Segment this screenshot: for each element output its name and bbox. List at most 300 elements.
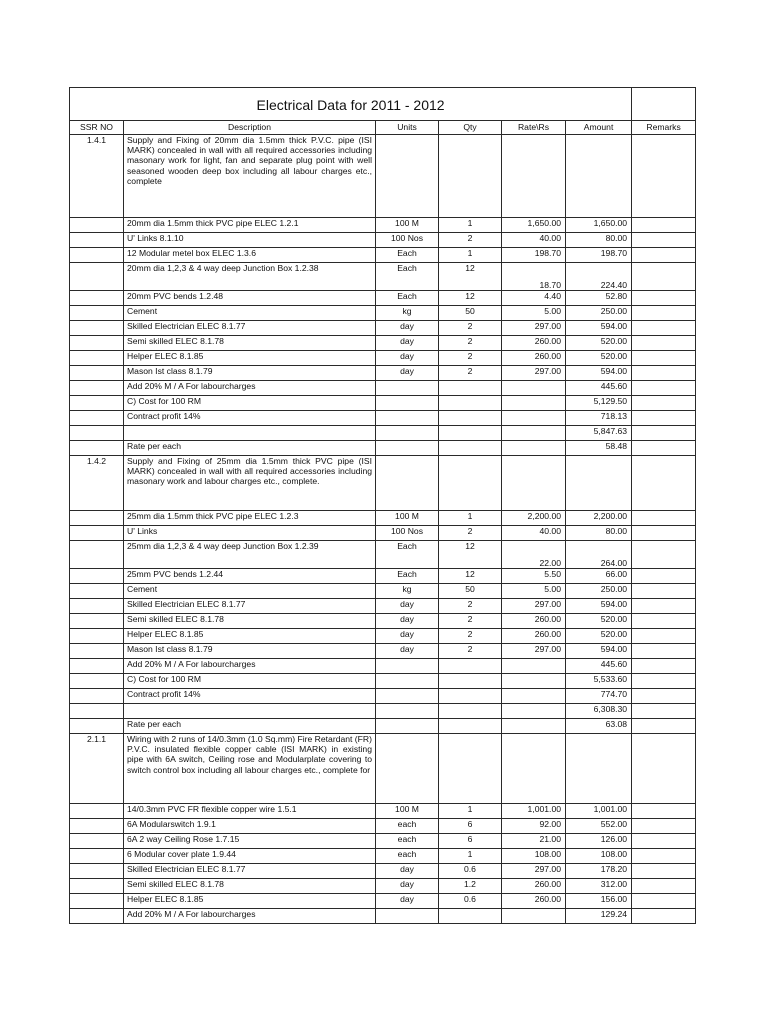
table-row [70,734,696,804]
amount-cell: 80.00 [566,233,632,248]
qty-cell [439,396,502,411]
amount-cell: 52.80 [566,291,632,306]
rate-cell [502,441,566,456]
ssr-cell [70,879,124,894]
description-cell: Add 20% M / A For labourcharges [124,909,376,924]
remarks-cell [632,441,696,456]
rate-cell: 260.00 [502,629,566,644]
units-cell: 100 M [376,218,439,233]
description-cell: Cement [124,584,376,599]
units-cell: day [376,614,439,629]
header-ssr: SSR NO [70,121,124,135]
qty-cell: 1.2 [439,879,502,894]
description-cell: Helper ELEC 8.1.85 [124,894,376,909]
ssr-cell [70,426,124,441]
rate-cell: 297.00 [502,644,566,659]
qty-cell [439,674,502,689]
table-row [70,306,696,321]
qty-cell: 2 [439,629,502,644]
rate-cell [502,381,566,396]
table-row [70,456,696,511]
amount-cell [566,456,632,511]
remarks-cell [632,644,696,659]
units-cell: day [376,599,439,614]
ssr-cell [70,233,124,248]
rate-cell: 2,200.00 [502,511,566,526]
amount-cell: 2,200.00 [566,511,632,526]
table-row [70,569,696,584]
remarks-cell [632,381,696,396]
amount-cell: 520.00 [566,629,632,644]
qty-cell: 6 [439,819,502,834]
remarks-cell [632,599,696,614]
rate-cell [502,396,566,411]
amount-cell: 108.00 [566,849,632,864]
ssr-cell [70,351,124,366]
description-cell: Add 20% M / A For labourcharges [124,659,376,674]
remarks-cell [632,614,696,629]
rate-cell: 198.70 [502,248,566,263]
table-row [70,849,696,864]
qty-cell: 2 [439,614,502,629]
ssr-cell [70,396,124,411]
amount-cell: 156.00 [566,894,632,909]
units-cell: Each [376,569,439,584]
amount-cell: 774.70 [566,689,632,704]
table-row [70,614,696,629]
qty-cell [439,909,502,924]
ssr-cell [70,306,124,321]
remarks-cell [632,411,696,426]
table-row [70,879,696,894]
qty-cell [439,441,502,456]
amount-cell: 80.00 [566,526,632,541]
table-row [70,366,696,381]
amount-cell: 6,308.30 [566,704,632,719]
remarks-cell [632,569,696,584]
ssr-cell [70,909,124,924]
amount-cell: 250.00 [566,584,632,599]
remarks-cell [632,834,696,849]
qty-cell: 12 [439,291,502,306]
remarks-cell [632,306,696,321]
amount-cell: 63.08 [566,719,632,734]
remarks-cell [632,584,696,599]
remarks-cell [632,819,696,834]
table-row [70,674,696,689]
units-cell: day [376,629,439,644]
description-cell: Helper ELEC 8.1.85 [124,351,376,366]
ssr-cell [70,336,124,351]
amount-cell: 198.70 [566,248,632,263]
units-cell [376,441,439,456]
rate-cell: 297.00 [502,321,566,336]
ssr-cell [70,584,124,599]
rate-cell: 40.00 [502,233,566,248]
units-cell [376,426,439,441]
table-row [70,719,696,734]
units-cell: each [376,819,439,834]
table-row [70,336,696,351]
rate-cell: 4.40 [502,291,566,306]
ssr-cell [70,894,124,909]
qty-cell: 0.6 [439,894,502,909]
units-cell: day [376,894,439,909]
remarks-cell [632,659,696,674]
ssr-cell: 1.4.2 [70,456,124,511]
title-row [70,88,696,121]
rate-cell [502,674,566,689]
remarks-cell [632,291,696,306]
ssr-cell [70,511,124,526]
qty-cell [439,704,502,719]
table-row [70,396,696,411]
amount-cell: 1,001.00 [566,804,632,819]
rate-cell: 92.00 [502,819,566,834]
units-cell [376,411,439,426]
qty-cell: 2 [439,336,502,351]
table-row [70,426,696,441]
remarks-cell [632,719,696,734]
rate-cell: 260.00 [502,336,566,351]
units-cell: 100 Nos [376,233,439,248]
description-cell: Skilled Electrician ELEC 8.1.77 [124,599,376,614]
amount-cell [566,734,632,804]
remarks-cell [632,336,696,351]
rate-cell: 297.00 [502,599,566,614]
description-cell: Contract profit 14% [124,689,376,704]
amount-cell: 178.20 [566,864,632,879]
remarks-cell [632,456,696,511]
ssr-cell [70,834,124,849]
remarks-cell [632,894,696,909]
qty-cell [439,659,502,674]
qty-cell: 1 [439,248,502,263]
electrical-data-table [69,87,696,924]
table-row [70,584,696,599]
ssr-cell [70,526,124,541]
remarks-cell [632,263,696,291]
remarks-cell [632,864,696,879]
qty-cell: 2 [439,526,502,541]
qty-cell [439,456,502,511]
qty-cell [439,135,502,218]
header-amount: Amount [566,121,632,135]
rate-cell: 21.00 [502,834,566,849]
ssr-cell [70,864,124,879]
units-cell: day [376,644,439,659]
table-row [70,441,696,456]
qty-cell: 0.6 [439,864,502,879]
description-cell: Wiring with 2 runs of 14/0.3mm (1.0 Sq.mm) Fire Retardant (FR) P.V.C. insulated flexible copper cable (ISI MARK) in existing pipe with 6A switch, Ceiling rose and Modularplate covering to switch control box including all labour charges etc., complete for [124,734,376,804]
description-cell: Cement [124,306,376,321]
table-row [70,291,696,306]
qty-cell: 6 [439,834,502,849]
description-cell: 6A Modularswitch 1.9.1 [124,819,376,834]
amount-cell: 1,650.00 [566,218,632,233]
units-cell: Each [376,541,439,569]
remarks-cell [632,804,696,819]
header-remarks: Remarks [632,121,696,135]
rate-cell: 297.00 [502,366,566,381]
rate-cell: 260.00 [502,894,566,909]
qty-cell [439,411,502,426]
remarks-cell [632,366,696,381]
rate-cell: 5.50 [502,569,566,584]
ssr-cell [70,804,124,819]
units-cell [376,396,439,411]
qty-cell: 2 [439,321,502,336]
description-cell: 25mm dia 1.5mm thick PVC pipe ELEC 1.2.3 [124,511,376,526]
qty-cell: 1 [439,218,502,233]
description-cell: U' Links 8.1.10 [124,233,376,248]
qty-cell: 1 [439,511,502,526]
units-cell: day [376,351,439,366]
remarks-cell [632,233,696,248]
rate-cell [502,411,566,426]
units-cell [376,704,439,719]
rate-cell: 108.00 [502,849,566,864]
qty-cell: 2 [439,351,502,366]
sheet-title: Electrical Data for 2011 - 2012 [70,88,632,121]
rate-cell: 260.00 [502,351,566,366]
table-row [70,321,696,336]
amount-cell: 520.00 [566,351,632,366]
table-row [70,909,696,924]
table-row [70,263,696,291]
rate-cell: 260.00 [502,879,566,894]
description-cell: Supply and Fixing of 20mm dia 1.5mm thick P.V.C. pipe (ISI MARK) concealed in wall with all required accessories including masonary work for light, fan and separate plug point with well seasoned wooden deep box including all labour charges etc., complete [124,135,376,218]
remarks-cell [632,426,696,441]
units-cell: kg [376,306,439,321]
amount-cell: 520.00 [566,614,632,629]
qty-cell: 12 [439,569,502,584]
remarks-cell [632,629,696,644]
description-cell: 12 Modular metel box ELEC 1.3.6 [124,248,376,263]
units-cell: day [376,879,439,894]
description-cell: 6A 2 way Ceiling Rose 1.7.15 [124,834,376,849]
remarks-cell [632,909,696,924]
qty-cell [439,381,502,396]
table-row [70,218,696,233]
amount-cell: 312.00 [566,879,632,894]
amount-cell: 5,129.50 [566,396,632,411]
ssr-cell [70,541,124,569]
remarks-cell [632,351,696,366]
ssr-cell [70,719,124,734]
units-cell: day [376,864,439,879]
remarks-cell [632,541,696,569]
qty-cell: 50 [439,306,502,321]
ssr-cell [70,629,124,644]
amount-cell: 445.60 [566,659,632,674]
amount-cell: 66.00 [566,569,632,584]
rate-cell: 5.00 [502,306,566,321]
amount-cell: 5,533.60 [566,674,632,689]
table-row [70,804,696,819]
table-row [70,629,696,644]
table-row [70,248,696,263]
header-description: Description [124,121,376,135]
description-cell: 20mm PVC bends 1.2.48 [124,291,376,306]
ssr-cell [70,674,124,689]
remarks-cell [632,689,696,704]
table-row [70,599,696,614]
qty-cell: 12 [439,541,502,569]
rate-cell [502,659,566,674]
table-row [70,894,696,909]
header-rate: Rate\Rs [502,121,566,135]
ssr-cell: 2.1.1 [70,734,124,804]
header-qty: Qty [439,121,502,135]
header-units: Units [376,121,439,135]
table-row [70,864,696,879]
units-cell [376,381,439,396]
description-cell: Rate per each [124,441,376,456]
ssr-cell [70,704,124,719]
qty-cell: 2 [439,366,502,381]
ssr-cell [70,248,124,263]
remarks-cell [632,704,696,719]
description-cell: Semi skilled ELEC 8.1.78 [124,879,376,894]
qty-cell: 50 [439,584,502,599]
amount-cell: 520.00 [566,336,632,351]
rate-cell [502,689,566,704]
rate-cell: 1,650.00 [502,218,566,233]
units-cell [376,689,439,704]
description-cell [124,704,376,719]
amount-cell: 264.00 [566,541,632,569]
rate-cell: 297.00 [502,864,566,879]
rate-cell [502,909,566,924]
table-row [70,819,696,834]
units-cell [376,659,439,674]
table-row [70,689,696,704]
description-cell: Rate per each [124,719,376,734]
units-cell: Each [376,263,439,291]
table-row [70,644,696,659]
table-row [70,511,696,526]
description-cell: 20mm dia 1.5mm thick PVC pipe ELEC 1.2.1 [124,218,376,233]
table-row [70,381,696,396]
ssr-cell: 1.4.1 [70,135,124,218]
ssr-cell [70,411,124,426]
description-cell: 6 Modular cover plate 1.9.44 [124,849,376,864]
description-cell: Supply and Fixing of 25mm dia 1.5mm thick PVC pipe (ISI MARK) concealed in wall with all required accessories including masonary work and labour charges etc., complete. [124,456,376,511]
rate-cell: 18.70 [502,263,566,291]
amount-cell: 718.13 [566,411,632,426]
qty-cell: 2 [439,233,502,248]
qty-cell [439,426,502,441]
units-cell: each [376,834,439,849]
units-cell: 100 M [376,804,439,819]
description-cell: 25mm dia 1,2,3 & 4 way deep Junction Box 1.2.39 [124,541,376,569]
remarks-cell [632,321,696,336]
amount-cell: 445.60 [566,381,632,396]
amount-cell: 594.00 [566,599,632,614]
amount-cell: 250.00 [566,306,632,321]
rate-cell [502,426,566,441]
units-cell: day [376,336,439,351]
rate-cell [502,704,566,719]
qty-cell: 1 [439,849,502,864]
rate-cell: 260.00 [502,614,566,629]
units-cell: Each [376,291,439,306]
amount-cell [566,135,632,218]
qty-cell: 1 [439,804,502,819]
ssr-cell [70,218,124,233]
amount-cell: 594.00 [566,644,632,659]
units-cell: each [376,849,439,864]
table-row [70,411,696,426]
ssr-cell [70,819,124,834]
amount-cell: 224.40 [566,263,632,291]
remarks-cell [632,511,696,526]
description-cell: Mason Ist class 8.1.79 [124,366,376,381]
units-cell: 100 M [376,511,439,526]
ssr-cell [70,321,124,336]
remarks-cell [632,879,696,894]
remarks-cell [632,734,696,804]
description-cell: Add 20% M / A For labourcharges [124,381,376,396]
ssr-cell [70,263,124,291]
rate-cell: 1,001.00 [502,804,566,819]
remarks-cell [632,674,696,689]
units-cell [376,135,439,218]
description-cell: Semi skilled ELEC 8.1.78 [124,614,376,629]
qty-cell: 12 [439,263,502,291]
table-row [70,834,696,849]
amount-cell: 126.00 [566,834,632,849]
amount-cell: 552.00 [566,819,632,834]
description-cell: C) Cost for 100 RM [124,396,376,411]
description-cell: Contract profit 14% [124,411,376,426]
qty-cell [439,719,502,734]
rate-cell: 22.00 [502,541,566,569]
units-cell [376,909,439,924]
rate-cell: 40.00 [502,526,566,541]
rate-cell [502,734,566,804]
qty-cell: 2 [439,599,502,614]
units-cell: kg [376,584,439,599]
rate-cell [502,719,566,734]
description-cell: 25mm PVC bends 1.2.44 [124,569,376,584]
description-cell [124,426,376,441]
amount-cell: 58.48 [566,441,632,456]
rate-cell [502,456,566,511]
ssr-cell [70,614,124,629]
remarks-cell [632,849,696,864]
amount-cell: 594.00 [566,366,632,381]
table-row [70,351,696,366]
units-cell: 100 Nos [376,526,439,541]
ssr-cell [70,849,124,864]
description-cell: U' Links [124,526,376,541]
table-row [70,233,696,248]
rate-cell: 5.00 [502,584,566,599]
table-row [70,526,696,541]
table-row [70,659,696,674]
description-cell: 20mm dia 1,2,3 & 4 way deep Junction Box 1.2.38 [124,263,376,291]
units-cell [376,456,439,511]
rate-cell [502,135,566,218]
table-row [70,541,696,569]
table-row [70,704,696,719]
qty-cell [439,689,502,704]
ssr-cell [70,441,124,456]
units-cell: day [376,366,439,381]
remarks-cell [632,218,696,233]
